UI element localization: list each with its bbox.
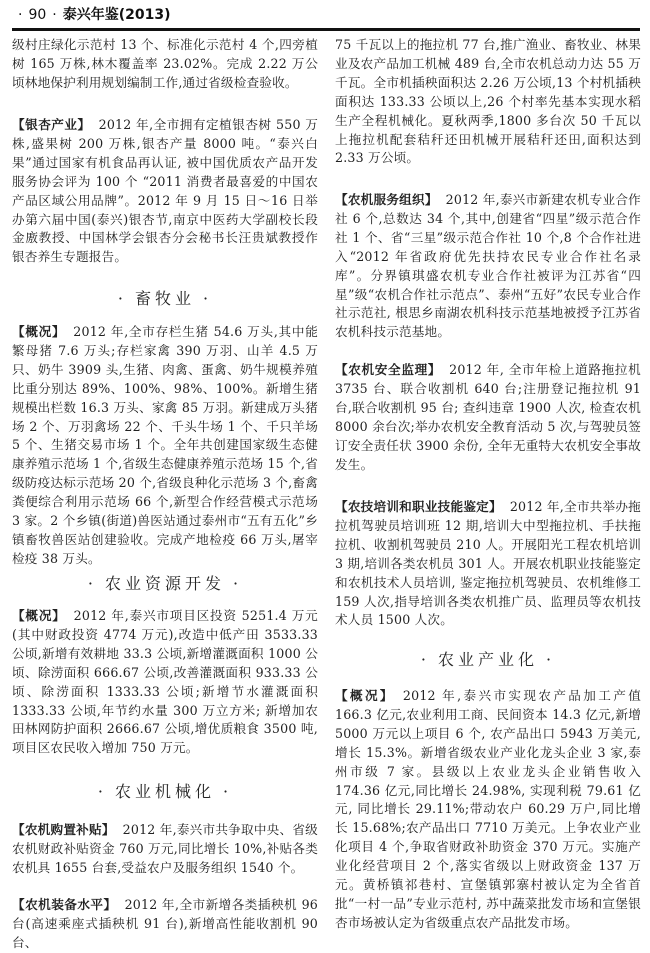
section-heading-mechanization xyxy=(12,779,318,802)
heading-text: 农业产业化 xyxy=(437,650,538,669)
paragraph-label: 【概况】 xyxy=(335,688,395,703)
header-bullet: · xyxy=(52,7,57,23)
book-title: 泰兴年鉴(2013) xyxy=(62,7,171,23)
paragraph-text: 2012 年,泰兴市共争取中央、省级农机财政补贴资金 760 万元,同比增长 10%,补贴各类农机具 1655 台套,受益农户及服务组织 1540 个。 xyxy=(12,822,318,875)
paragraph-text: 2012 年,全市共举办拖拉机驾驶员培训班 12 期,培训大中型拖拉机、手扶拖拉机、收割机驾驶员 210 人。开展阳光工程农机培训 3 期,培训各类农机员 301 人。开展农机职业技能鉴定和农机技术人员培训, 鉴定拖拉机驾驶员、农机维修工 159 人次,指导培训各类农机推广员、监理员等农机技术人员 1500 人次。 xyxy=(335,499,641,628)
header-rule xyxy=(12,28,640,31)
heading-text: 农业资源开发 xyxy=(104,574,225,593)
page-number: 90 xyxy=(28,7,47,23)
section-heading-livestock xyxy=(12,286,318,309)
paragraph-text: 级村庄绿化示范村 13 个、标准化示范村 4 个,四旁植树 165 万株,林木覆盖率 23.02%。完成 2.22 万公顷林地保护利用规划编制工作,通过省级检查验收。 xyxy=(12,37,318,90)
paragraph-label: 【农机服务组织】 xyxy=(335,192,438,207)
paragraph-industrialization-overview xyxy=(335,687,641,933)
section-heading-industrialization xyxy=(335,647,641,670)
paragraph-text: 2012 年,全市新增各类插秧机 96 台(高速乘座式插秧机 91 台),新增高性能收割机 90 台、 xyxy=(12,897,318,950)
paragraph-training xyxy=(335,498,641,630)
paragraph-equipment-level xyxy=(12,896,318,953)
paragraph-label: 【概况】 xyxy=(12,324,66,339)
paragraph-label: 【银杏产业】 xyxy=(12,117,91,132)
paragraph-text: 2012 年, 全市年检上道路拖拉机 3735 台、联合收割机 640 台;注册登记拖拉机 91 台,联合收割机 95 台; 查纠违章 1900 人次, 检查农机 8000 余台次;举办农机安全教育活动 5 次,与驾驶员签订安全责任状 3900 余份, 全年无重特大农机安全事故发生。 xyxy=(335,362,641,472)
paragraph-label: 【农机装备水平】 xyxy=(12,897,117,912)
paragraph-label: 【农机安全监理】 xyxy=(335,362,442,377)
paragraph-machinery-subsidy xyxy=(12,821,318,878)
heading-bullet: · xyxy=(117,289,127,308)
paragraph-label: 【概况】 xyxy=(12,608,66,623)
paragraph-label: 【农技培训和职业技能鉴定】 xyxy=(335,499,502,514)
paragraph-text: 2012 年,全市拥有定植银杏树 550 万株,盛果树 200 万株,银杏产量 8000 吨。“泰兴白果”通过国家有机食品再认证, 被中国优质农产品开发服务协会评为 100 个 “2011 消费者最喜爱的中国农产品区域公用品牌”。2012 年 9 月 15 日～16 日举办第六届中国(泰兴)银杏节,南京中医药大学副校长段金廒教授、中国林学会银杏分会秘书长汪贵斌教授作银杏养生专题报告。 xyxy=(12,117,318,265)
heading-bullet: · xyxy=(203,289,213,308)
heading-bullet: · xyxy=(546,650,556,669)
heading-bullet: · xyxy=(420,650,430,669)
heading-bullet: · xyxy=(233,574,243,593)
header-bullet: · xyxy=(18,7,23,23)
paragraph-forestry-continued xyxy=(12,36,318,93)
paragraph-livestock-overview xyxy=(12,323,318,569)
running-header xyxy=(12,4,171,24)
paragraph-text: 2012 年,泰兴市新建农机专业合作社 6 个,总数达 34 个,其中,创建省“四星”级示范合作社 1 个、省“三星”级示范合作社 10 个,8 个合作社进入“2012 年省政府优先扶持农民专业合作社名录库”。分界镇琪盛农机专业合作社被评为江苏省“四星”级“农机合作社示范点”、泰州“五好”农民专业合作社示范社, 根思乡南湖农机科技示范基地被授予江苏省农机科技示范基地。 xyxy=(335,192,641,340)
paragraph-safety-supervision xyxy=(335,361,641,474)
heading-text: 畜牧业 xyxy=(134,289,195,308)
section-heading-resource-development xyxy=(12,571,318,594)
paragraph-resource-overview xyxy=(12,607,318,758)
paragraph-text: 2012 年,泰兴市项目区投资 5251.4 万元(其中财政投资 4774 万元),改造中低产田 3533.33 公顷,新增有效耕地 33.3 公顷,新增灌溉面积 1000 公顷、除涝面积 666.67 公顷,改善灌溉面积 933.33 公顷、除涝面积 1333.33 公顷;新增节水灌溉面积 1333.33 公顷,年节约水量 300 万立方米; 新增加农田林网防护面积 2666.67 公顷,增优质粮食 3500 吨,项目区农民收入增加 750 万元。 xyxy=(12,608,318,756)
paragraph-text: 2012 年,泰兴市实现农产品加工产值 166.3 亿元,农业利用工商、民间资本 14.3 亿元,新增 5000 万元以上项目 6 个, 农产品出口 5943 万美元, 增长 15.3%。新增省级农业产业化龙头企业 3 家,泰州市级 7 家。县级以上农业龙头企业销售收入 174.36 亿元,同比增长 24.98%, 实现利税 79.61 亿元, 同比增长 29.11%;带动农户 60.29 万户,同比增长 15.68%;农产品出口 7710 万美元。上争农业产业化项目 4 个,争取省财政补助资金 370 万元。实施产业化经营项目 2 个,落实省级以上财政资金 137 万元。黄桥镇祁巷村、宣堡镇郭寨村被认定为全省首批“一村一品”专业示范村, 苏中蔬菜批发市场和宣堡银杏市场被认定为省级重点农产品批发市场。 xyxy=(335,688,641,930)
paragraph-text: 2012 年,全市存栏生猪 54.6 万头,其中能繁母猪 7.6 万头;存栏家禽 390 万羽、山羊 4.5 万只、奶牛 3909 头,生猪、肉禽、蛋禽、奶牛规模养殖比重分别达 89%、100%、98%、100%。新增生猪规模出栏数 16.3 万头、家禽 85 万羽。新建成万头猪场 2 个、万羽禽场 22 个、千头牛场 1 个、千只羊场 5 个、生猪交易市场 1 个。全年共创建国家级生态健康养殖示范场 1 个,省级生态健康养殖示范场 15 个,省级防疫达标示范场 20 个,省级良种化示范场 3 个,畜禽粪便综合利用示范场 66 个,新型合作经营模式示范场 3 家。2 个乡镇(街道)兽医站通过泰州市“五有五化”乡镇畜牧兽医站创建验收。完成产地检疫 66 万头,屠宰检疫 38 万头。 xyxy=(12,324,318,566)
paragraph-ginkgo xyxy=(12,116,318,267)
paragraph-equipment-continued xyxy=(335,36,641,168)
paragraph-label: 【农机购置补贴】 xyxy=(12,822,115,837)
paragraph-text: 75 千瓦以上的拖拉机 77 台,推广渔业、畜牧业、林果业及农产品加工机械 489 台,全市农机总动力达 55 万千瓦。全市机插秧面积达 2.26 万公顷,13 个村机插秧面积达 133.33 公顷以上,26 个村率先基本实现水稻生产全程机械化。夏秋两季,1800 多台次 50 千瓦以上拖拉机配套秸秆还田机械开展秸秆还田,面积达到 2.33 万公顷。 xyxy=(335,37,641,166)
heading-bullet: · xyxy=(223,782,233,801)
heading-bullet: · xyxy=(97,782,107,801)
heading-bullet: · xyxy=(87,574,97,593)
heading-text: 农业机械化 xyxy=(114,782,215,801)
paragraph-service-organizations xyxy=(335,191,641,342)
